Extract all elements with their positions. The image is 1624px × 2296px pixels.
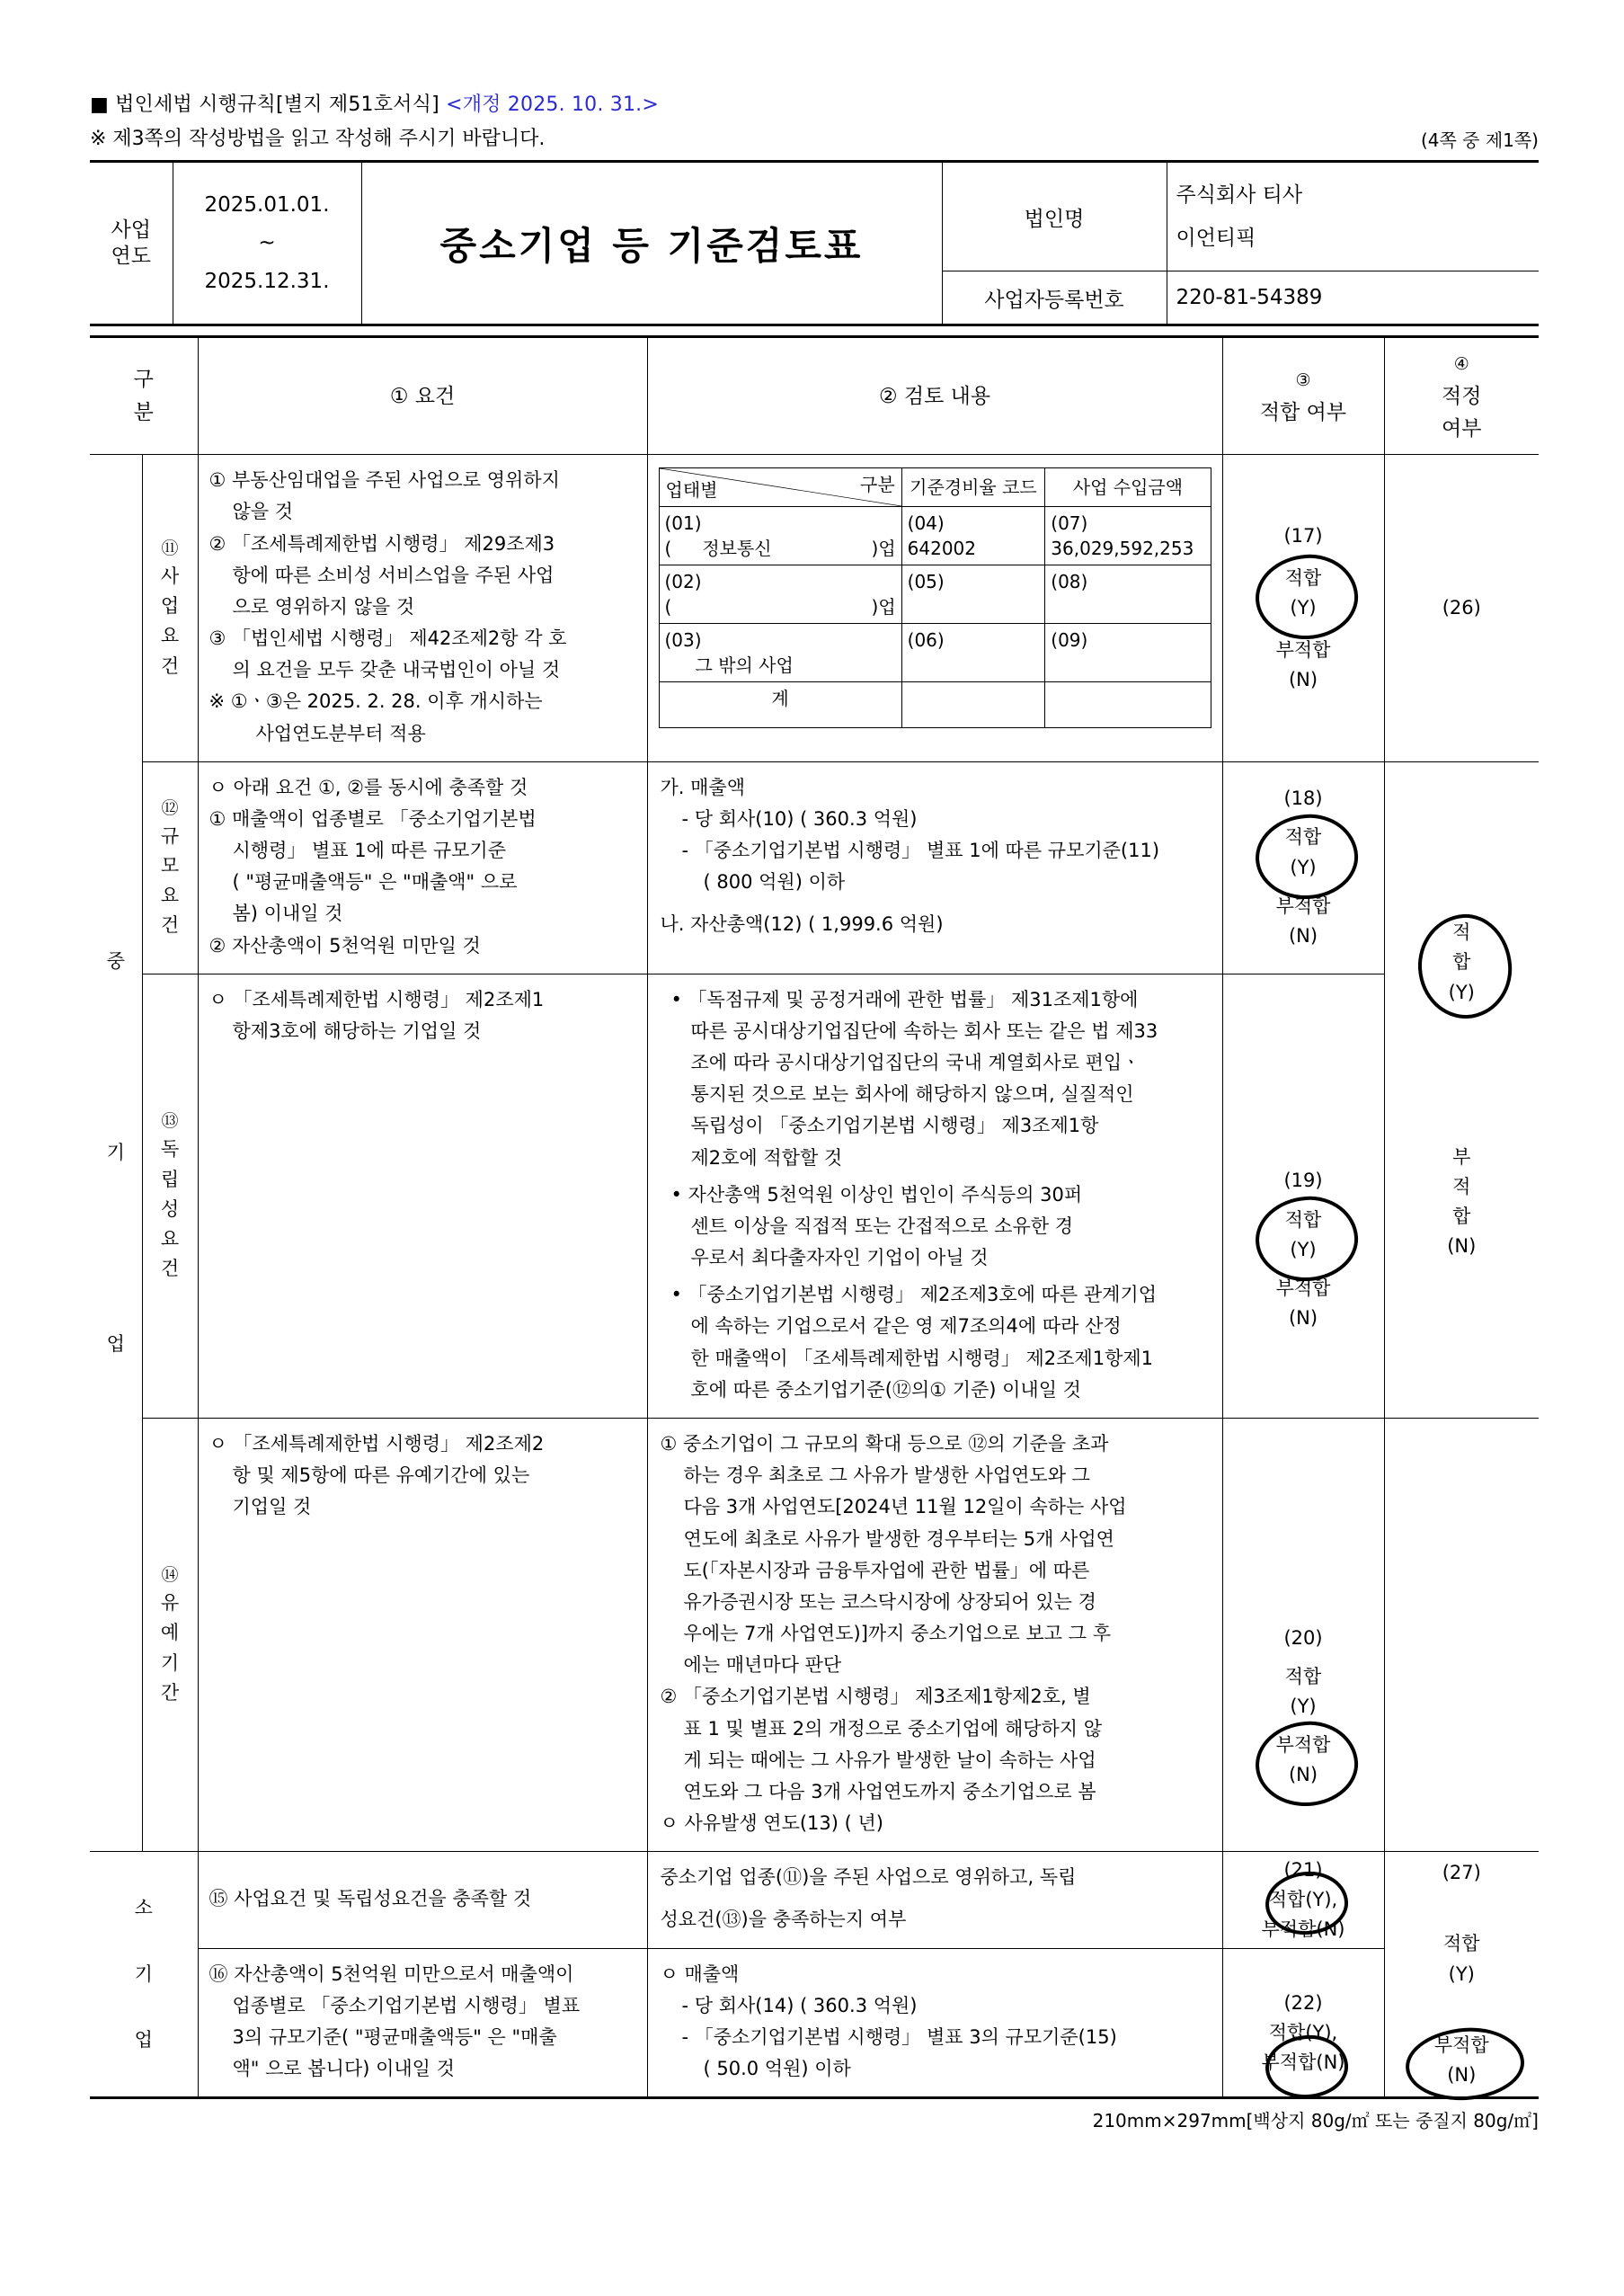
review-line: 표 1 및 별표 2의 개정으로 중소기업에 해당하지 않 bbox=[683, 1717, 1103, 1740]
conformity-number: (18) bbox=[1283, 788, 1323, 810]
corp-name-label: 법인명 bbox=[942, 162, 1167, 271]
review-line: ( 800 억원) 이하 bbox=[703, 871, 846, 894]
subtable-header-amount: 사업 수입금액 bbox=[1045, 468, 1211, 507]
subtable-code-06: (06) bbox=[901, 624, 1045, 682]
subtable-row bbox=[659, 565, 1211, 624]
subtable-amount-08: (08) bbox=[1045, 565, 1211, 624]
group-label-small: 소 기 업 bbox=[90, 1852, 198, 2098]
business-type-subtable bbox=[659, 467, 1211, 728]
review-cell-14 bbox=[647, 1418, 1222, 1851]
subtable-code-05: (05) bbox=[901, 565, 1045, 624]
requirement-cell-14 bbox=[198, 1418, 647, 1851]
business-year-value bbox=[173, 162, 361, 325]
row-label-12: ⑫ 규 모 요 건 bbox=[142, 761, 198, 974]
req-line: ② 「조세특례제한법 시행령」 제29조제3 bbox=[209, 532, 555, 555]
review-line: 조에 따라 공시대상기업집단의 국내 계열회사로 편입ㆍ bbox=[690, 1052, 1140, 1074]
column-header-requirement: ① 요건 bbox=[198, 337, 647, 455]
corp-name-line1: 주식회사 티사 bbox=[1176, 182, 1303, 207]
conformity-cell-22[interactable] bbox=[1222, 1948, 1384, 2098]
conformity-number: (21) bbox=[1283, 1858, 1323, 1881]
review-line: ㅇ 사유발생 연도(13) ( 년) bbox=[660, 1812, 883, 1835]
conformity-no-marked[interactable]: 부적합(N) bbox=[1223, 2048, 1384, 2078]
review-line: 독립성이 「중소기업기본법 시행령」 제3조제1항 bbox=[690, 1115, 1099, 1137]
req-note: 사업연도분부터 적용 bbox=[255, 722, 426, 744]
instruction-line bbox=[90, 124, 1539, 155]
adequacy-cell-empty bbox=[1384, 1418, 1539, 1851]
review-line: 센트 이상을 직접적 또는 간접적으로 소유한 경 bbox=[690, 1215, 1073, 1237]
table-header-row bbox=[90, 337, 1539, 455]
subtable-amount-07: (07) 36,029,592,253 bbox=[1045, 507, 1211, 565]
conformity-no[interactable]: 부적합(N) bbox=[1261, 1918, 1345, 1940]
adequacy-number: (26) bbox=[1442, 596, 1481, 618]
conformity-yes-marked[interactable]: 적합 (Y) bbox=[1223, 823, 1384, 882]
review-line: 나. 자산총액(12) ( 1,999.6 억원) bbox=[660, 913, 944, 936]
review-line: 연도에 최초로 사유가 발생한 경우부터는 5개 사업연 bbox=[683, 1527, 1114, 1550]
review-line: 우로서 최다출자자인 기업이 아닐 것 bbox=[690, 1247, 989, 1269]
business-year-label: 사업 연도 bbox=[90, 162, 173, 325]
req-line: 기업일 것 bbox=[232, 1496, 312, 1518]
corp-name-value bbox=[1167, 162, 1539, 271]
table-row bbox=[90, 761, 1539, 974]
review-line: 에는 매년마다 판단 bbox=[683, 1654, 842, 1677]
business-year-tilde: ~ bbox=[258, 231, 276, 255]
adequacy-small-no-marked[interactable]: 부적합 (N) bbox=[1434, 2031, 1489, 2090]
conformity-cell-18[interactable] bbox=[1222, 761, 1384, 974]
subtable-corner-cell bbox=[659, 468, 901, 507]
conformity-number: (20) bbox=[1283, 1626, 1323, 1649]
subtable-biztype-03: (03) 그 밖의 사업 bbox=[659, 624, 901, 682]
paper-spec-footer: 210mm×297mm[백상지 80g/㎡ 또는 중질지 80g/㎡] bbox=[1092, 2110, 1539, 2132]
conformity-no[interactable]: 부적합 (N) bbox=[1275, 1277, 1331, 1330]
req-line: ( "평균매출액등" 은 "매출액" 으로 bbox=[232, 871, 518, 894]
page-indicator: (4쪽 중 제1쪽) bbox=[1420, 129, 1539, 152]
document-title: 중소기업 등 기준검토표 bbox=[361, 162, 942, 325]
revision-date: <개정 2025. 10. 31.> bbox=[446, 93, 659, 116]
subtable-biztype-01: (01) ( 정보통신 )업 bbox=[659, 507, 901, 565]
req-line: 않을 것 bbox=[232, 501, 294, 523]
form-reference-line bbox=[90, 90, 1539, 120]
req-note: ※ ①ㆍ③은 2025. 2. 28. 이후 개시하는 bbox=[209, 690, 543, 713]
subtable-biztype-02: (02) ( )업 bbox=[659, 565, 901, 624]
conformity-cell-19[interactable] bbox=[1222, 974, 1384, 1418]
instruction-text: ※ 제3쪽의 작성방법을 읽고 작성해 주시기 바랍니다. bbox=[90, 128, 546, 151]
review-line: • 「독점규제 및 공정거래에 관한 법률」 제31조제1항에 bbox=[670, 988, 1139, 1010]
review-line: 따른 공시대상기업집단에 속하는 회사 또는 같은 법 제33 bbox=[690, 1019, 1158, 1042]
conformity-number: (17) bbox=[1283, 524, 1323, 547]
subtable-corner-uptae: 업태별 bbox=[665, 479, 718, 502]
subtable-row bbox=[659, 624, 1211, 682]
conformity-yes-marked[interactable]: 적합(Y), bbox=[1223, 1885, 1384, 1915]
review-line: 중소기업 업종(⑪)을 주된 사업으로 영위하고, 독립 bbox=[660, 1866, 1077, 1889]
biz-reg-value: 220-81-54389 bbox=[1167, 271, 1539, 325]
review-line: 통지된 것으로 보는 회사에 해당하지 않으며, 실질적인 bbox=[690, 1083, 1134, 1106]
review-line: 도(「자본시장과 금융투자업에 관한 법률」에 따른 bbox=[683, 1559, 1090, 1581]
conformity-yes[interactable]: 적합(Y), bbox=[1268, 2022, 1338, 2044]
adequacy-cell-sme bbox=[1384, 761, 1539, 1418]
biz-reg-label: 사업자등록번호 bbox=[942, 271, 1167, 325]
corp-name-line2: 이언티픽 bbox=[1176, 227, 1256, 251]
conformity-cell-17[interactable] bbox=[1222, 455, 1384, 762]
req-line: ① 매출액이 업종별로 「중소기업기본법 bbox=[209, 807, 537, 830]
req-line: ③ 「법인세법 시행령」 제42조제2항 각 호 bbox=[209, 627, 567, 650]
requirement-cell-13 bbox=[198, 974, 647, 1418]
review-line: • 자산총액 5천억원 이상인 법인이 주식등의 30퍼 bbox=[670, 1183, 1083, 1206]
review-line: • 「중소기업기본법 시행령」 제2조제3호에 따른 관계기업 bbox=[670, 1284, 1157, 1306]
req-line: 3의 규모기준( "평균매출액등" 은 "매출 bbox=[232, 2025, 557, 2048]
req-line: ㅇ 아래 요건 ①, ②를 동시에 충족할 것 bbox=[209, 776, 528, 798]
review-line: 게 되는 때에는 그 사유가 발생한 날이 속하는 사업 bbox=[683, 1749, 1096, 1771]
review-line: 에 속하는 기업으로서 같은 영 제7조의4에 따라 산정 bbox=[690, 1315, 1122, 1338]
column-header-division: 구 분 bbox=[90, 337, 198, 455]
table-row bbox=[90, 455, 1539, 762]
review-line: 유가증권시장 또는 코스닥시장에 상장되어 있는 경 bbox=[683, 1590, 1096, 1613]
req-line: 업종별로 「중소기업기본법 시행령」 별표 bbox=[232, 1994, 581, 2016]
req-line: 으로 영위하지 않을 것 bbox=[232, 595, 415, 618]
review-line: - 당 회사(14) ( 360.3 억원) bbox=[681, 1994, 918, 2016]
column-header-review: ② 검토 내용 bbox=[647, 337, 1222, 455]
requirement-cell-16 bbox=[198, 1948, 647, 2098]
table-row bbox=[90, 1852, 1539, 1948]
req-line: ① 부동산임대업을 주된 사업으로 영위하지 bbox=[209, 469, 560, 492]
review-cell-12 bbox=[647, 761, 1222, 974]
adequacy-cell-26 bbox=[1384, 455, 1539, 762]
req-line: ② 자산총액이 5천억원 미만일 것 bbox=[209, 934, 481, 957]
conformity-no-marked[interactable]: 부적합 (N) bbox=[1223, 1731, 1384, 1790]
review-line: ( 50.0 억원) 이하 bbox=[703, 2058, 851, 2080]
review-line: 성요건(⑬)을 충족하는지 여부 bbox=[660, 1909, 907, 1931]
business-year-from: 2025.01.01. bbox=[204, 192, 330, 217]
adequacy-sme-marked[interactable]: 적 합 (Y) bbox=[1449, 918, 1475, 1008]
conformity-cell-20[interactable] bbox=[1222, 1418, 1384, 1851]
table-row bbox=[90, 1948, 1539, 2098]
biztype-name: 정보통신 bbox=[702, 538, 772, 560]
review-line: ㅇ 매출액 bbox=[660, 1962, 740, 1985]
subtable-amount-09: (09) bbox=[1045, 624, 1211, 682]
table-row bbox=[90, 1418, 1539, 1851]
review-line: 우에는 7개 사업연도)]까지 중소기업으로 보고 그 후 bbox=[683, 1623, 1112, 1645]
biztype-name: 그 밖의 사업 bbox=[695, 654, 794, 677]
review-line: ② 「중소기업기본법 시행령」 제3조제1항제2호, 별 bbox=[660, 1686, 1091, 1708]
subtable-code-04: (04) 642002 bbox=[901, 507, 1045, 565]
conformity-number: (22) bbox=[1283, 1992, 1323, 2015]
req-line: 시행령」 별표 1에 따른 규모기준 bbox=[232, 840, 506, 862]
conformity-number: (19) bbox=[1283, 1170, 1323, 1192]
req-line: 액" 으로 봅니다) 이내일 것 bbox=[232, 2058, 455, 2080]
review-line: 가. 매출액 bbox=[660, 776, 745, 798]
group-label-sme: 중 기 업 bbox=[90, 455, 142, 1852]
adequacy-cell-27 bbox=[1384, 1852, 1539, 2098]
requirement-cell-15 bbox=[198, 1852, 647, 1948]
req-line: ㅇ 「조세특례제한법 시행령」 제2조제1 bbox=[209, 988, 545, 1010]
review-line: 호에 따른 중소기업기준(⑫의① 기준) 이내일 것 bbox=[690, 1378, 1081, 1401]
req-line: ㅇ 「조세특례제한법 시행령」 제2조제2 bbox=[209, 1432, 545, 1455]
subtable-row bbox=[659, 507, 1211, 565]
criteria-review-table bbox=[90, 335, 1539, 2099]
subtable-total-label: 계 bbox=[659, 682, 901, 728]
review-cell-16 bbox=[647, 1948, 1222, 2098]
conformity-yes[interactable]: 적합 (Y) bbox=[1284, 1665, 1322, 1718]
subtable-corner-gubun: 구분 bbox=[860, 474, 895, 496]
subtable-total-code bbox=[901, 682, 1045, 728]
subtable-total-row bbox=[659, 682, 1211, 728]
column-header-adequacy: ④ 적정 여부 bbox=[1384, 337, 1539, 455]
review-line: 한 매출액이 「조세특례제한법 시행령」 제2조제1항제1 bbox=[690, 1347, 1154, 1369]
conformity-yes-marked[interactable]: 적합 (Y) bbox=[1223, 1206, 1384, 1265]
req-line: ⑯ 자산총액이 5천억원 미만으로서 매출액이 bbox=[209, 1962, 574, 1985]
req-line: 항제3호에 해당하는 기업일 것 bbox=[232, 1019, 482, 1042]
subtable-header-code: 기준경비율 코드 bbox=[901, 468, 1045, 507]
conformity-yes-marked[interactable]: 적합 (Y) bbox=[1223, 564, 1384, 623]
adequacy-number: (27) bbox=[1442, 1862, 1481, 1884]
row-label-13: ⑬ 독 립 성 요 건 bbox=[142, 974, 198, 1418]
adequacy-small-yes[interactable]: 적합 (Y) bbox=[1442, 1933, 1480, 1985]
conformity-no[interactable]: 부적합 (N) bbox=[1275, 639, 1331, 691]
review-line: 제2호에 적합할 것 bbox=[690, 1146, 843, 1169]
subtable-total-amount bbox=[1045, 682, 1211, 728]
review-line: - 「중소기업기본법 시행령」 별표 1에 따른 규모기준(11) bbox=[681, 840, 1160, 862]
req-line: ⑮ 사업요건 및 독립성요건을 충족할 것 bbox=[209, 1887, 532, 1909]
conformity-cell-21[interactable] bbox=[1222, 1852, 1384, 1948]
review-line: - 「중소기업기본법 시행령」 별표 3의 규모기준(15) bbox=[681, 2025, 1117, 2048]
requirement-cell-11 bbox=[198, 455, 647, 762]
review-line: ① 중소기업이 그 규모의 확대 등으로 ⑫의 기준을 초과 bbox=[660, 1432, 1109, 1455]
req-line: 봄) 이내일 것 bbox=[232, 903, 343, 925]
review-line: 하는 경우 최초로 그 사유가 발생한 사업연도와 그 bbox=[683, 1464, 1090, 1487]
requirement-cell-12 bbox=[198, 761, 647, 974]
table-row bbox=[90, 974, 1539, 1418]
adequacy-sme-negative: 부 적 합 (N) bbox=[1447, 1145, 1477, 1258]
row-label-11: ⑪ 사 업 요 건 bbox=[142, 455, 198, 762]
conformity-no[interactable]: 부적합 (N) bbox=[1275, 894, 1331, 947]
req-line: 의 요건을 모두 갖춘 내국법인이 아닐 것 bbox=[232, 659, 561, 681]
review-cell-13 bbox=[647, 974, 1222, 1418]
row-label-14: ⑭ 유 예 기 간 bbox=[142, 1418, 198, 1851]
review-cell-11 bbox=[647, 455, 1222, 762]
req-line: 항 및 제5항에 따른 유예기간에 있는 bbox=[232, 1464, 530, 1487]
review-line: 연도와 그 다음 3개 사업연도까지 중소기업으로 봄 bbox=[683, 1780, 1096, 1802]
form-reference-text: ■ 법인세법 시행규칙[별지 제51호서식] bbox=[90, 93, 439, 116]
business-year-to: 2025.12.31. bbox=[204, 270, 330, 294]
review-line: 다음 3개 사업연도[2024년 11월 12일이 속하는 사업 bbox=[683, 1496, 1127, 1518]
req-line: 항에 따른 소비성 서비스업을 주된 사업 bbox=[232, 564, 555, 586]
column-header-conformity: ③ 적합 여부 bbox=[1222, 337, 1384, 455]
review-line: - 당 회사(10) ( 360.3 억원) bbox=[681, 807, 918, 830]
title-block-table bbox=[90, 160, 1539, 326]
review-cell-15 bbox=[647, 1852, 1222, 1948]
